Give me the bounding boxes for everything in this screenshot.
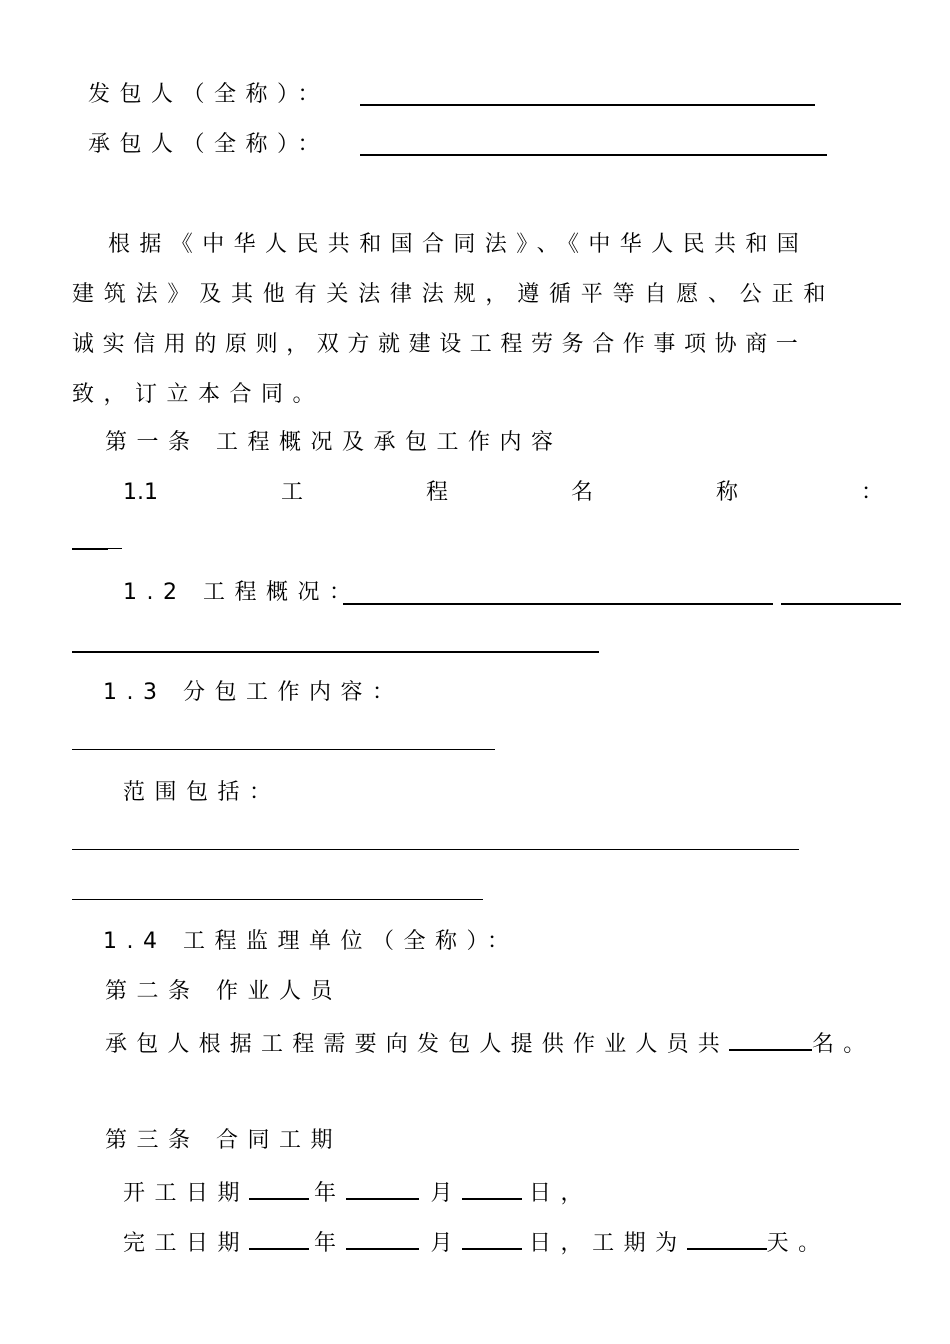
start-date-label: 开工日期 <box>123 1181 250 1206</box>
project-overview-field-3[interactable] <box>72 651 599 653</box>
end-day-field[interactable] <box>462 1226 522 1250</box>
end-month-field[interactable] <box>346 1226 419 1250</box>
item-1-1-char: 称 <box>715 480 738 505</box>
item-1-3: 1.3 分包工作内容： <box>103 680 404 705</box>
contractor-line <box>88 130 329 160</box>
project-name-field[interactable] <box>72 548 108 550</box>
employer-line <box>88 80 329 110</box>
item-1-1-char: 名 <box>570 480 593 505</box>
year-label: 年 <box>314 1181 346 1206</box>
preamble-line-4: 致，订立本合同。 <box>72 382 325 407</box>
scope-field-1[interactable] <box>72 849 799 850</box>
subcontract-content-field[interactable] <box>72 749 495 750</box>
scope-field-2[interactable] <box>72 899 483 900</box>
start-day-field[interactable] <box>462 1176 522 1200</box>
day-label: 日， <box>529 1181 593 1206</box>
project-name-field-tail <box>108 548 122 549</box>
end-date-label: 完工日期 <box>123 1231 250 1256</box>
item-1-2: 1.2 工程概况： <box>123 580 361 605</box>
item-1-1-number: 1.1 <box>123 480 158 505</box>
employer-label: 发包人（全称）： <box>88 82 330 107</box>
preamble-line-1: 根据《中华人民共和国合同法》、《中华人民共和国 <box>108 232 809 257</box>
year-label: 年 <box>314 1231 346 1256</box>
item-1-1-char: ： <box>860 480 883 505</box>
article-2-title: 第二条 作业人员 <box>105 979 342 1004</box>
preamble-line-2: 建筑法》及其他有关法律法规，遵循平等自愿、公正和 <box>72 282 836 307</box>
article-1-title: 第一条 工程概况及承包工作内容 <box>105 430 563 455</box>
month-label: 月 <box>430 1231 463 1256</box>
scope-label: 范围包括： <box>123 780 281 805</box>
start-date-line <box>123 1176 592 1209</box>
duration-days-field[interactable] <box>687 1226 767 1250</box>
contractor-name-field[interactable] <box>360 154 827 156</box>
article-2-text <box>105 1027 874 1060</box>
preamble-line-3: 诚实信用的原则，双方就建设工程劳务合作事项协商一 <box>72 332 807 357</box>
month-label: 月 <box>430 1181 463 1206</box>
article-2-text-before: 承包人根据工程需要向发包人提供作业人员共 <box>105 1032 730 1057</box>
start-month-field[interactable] <box>346 1176 419 1200</box>
item-1-1-char: 工 <box>280 480 303 505</box>
article-2-text-after: 名。 <box>812 1032 875 1057</box>
item-1-1-char: 程 <box>425 480 448 505</box>
end-year-field[interactable] <box>249 1226 309 1250</box>
start-year-field[interactable] <box>249 1176 309 1200</box>
duration-label: 工期为 <box>592 1231 687 1256</box>
end-date-line <box>123 1226 830 1259</box>
employer-name-field[interactable] <box>360 104 815 106</box>
article-3-title: 第三条 合同工期 <box>105 1128 342 1153</box>
item-1-4: 1.4 工程监理单位（全称）： <box>103 929 519 954</box>
item-1-1-line <box>123 478 883 508</box>
project-overview-field-2[interactable] <box>781 603 901 605</box>
contractor-label: 承包人（全称）： <box>88 132 330 157</box>
days-suffix: 天。 <box>766 1231 830 1256</box>
project-overview-field-1[interactable] <box>343 603 773 605</box>
worker-count-field[interactable] <box>729 1027 812 1051</box>
day-label: 日， <box>529 1231 593 1256</box>
